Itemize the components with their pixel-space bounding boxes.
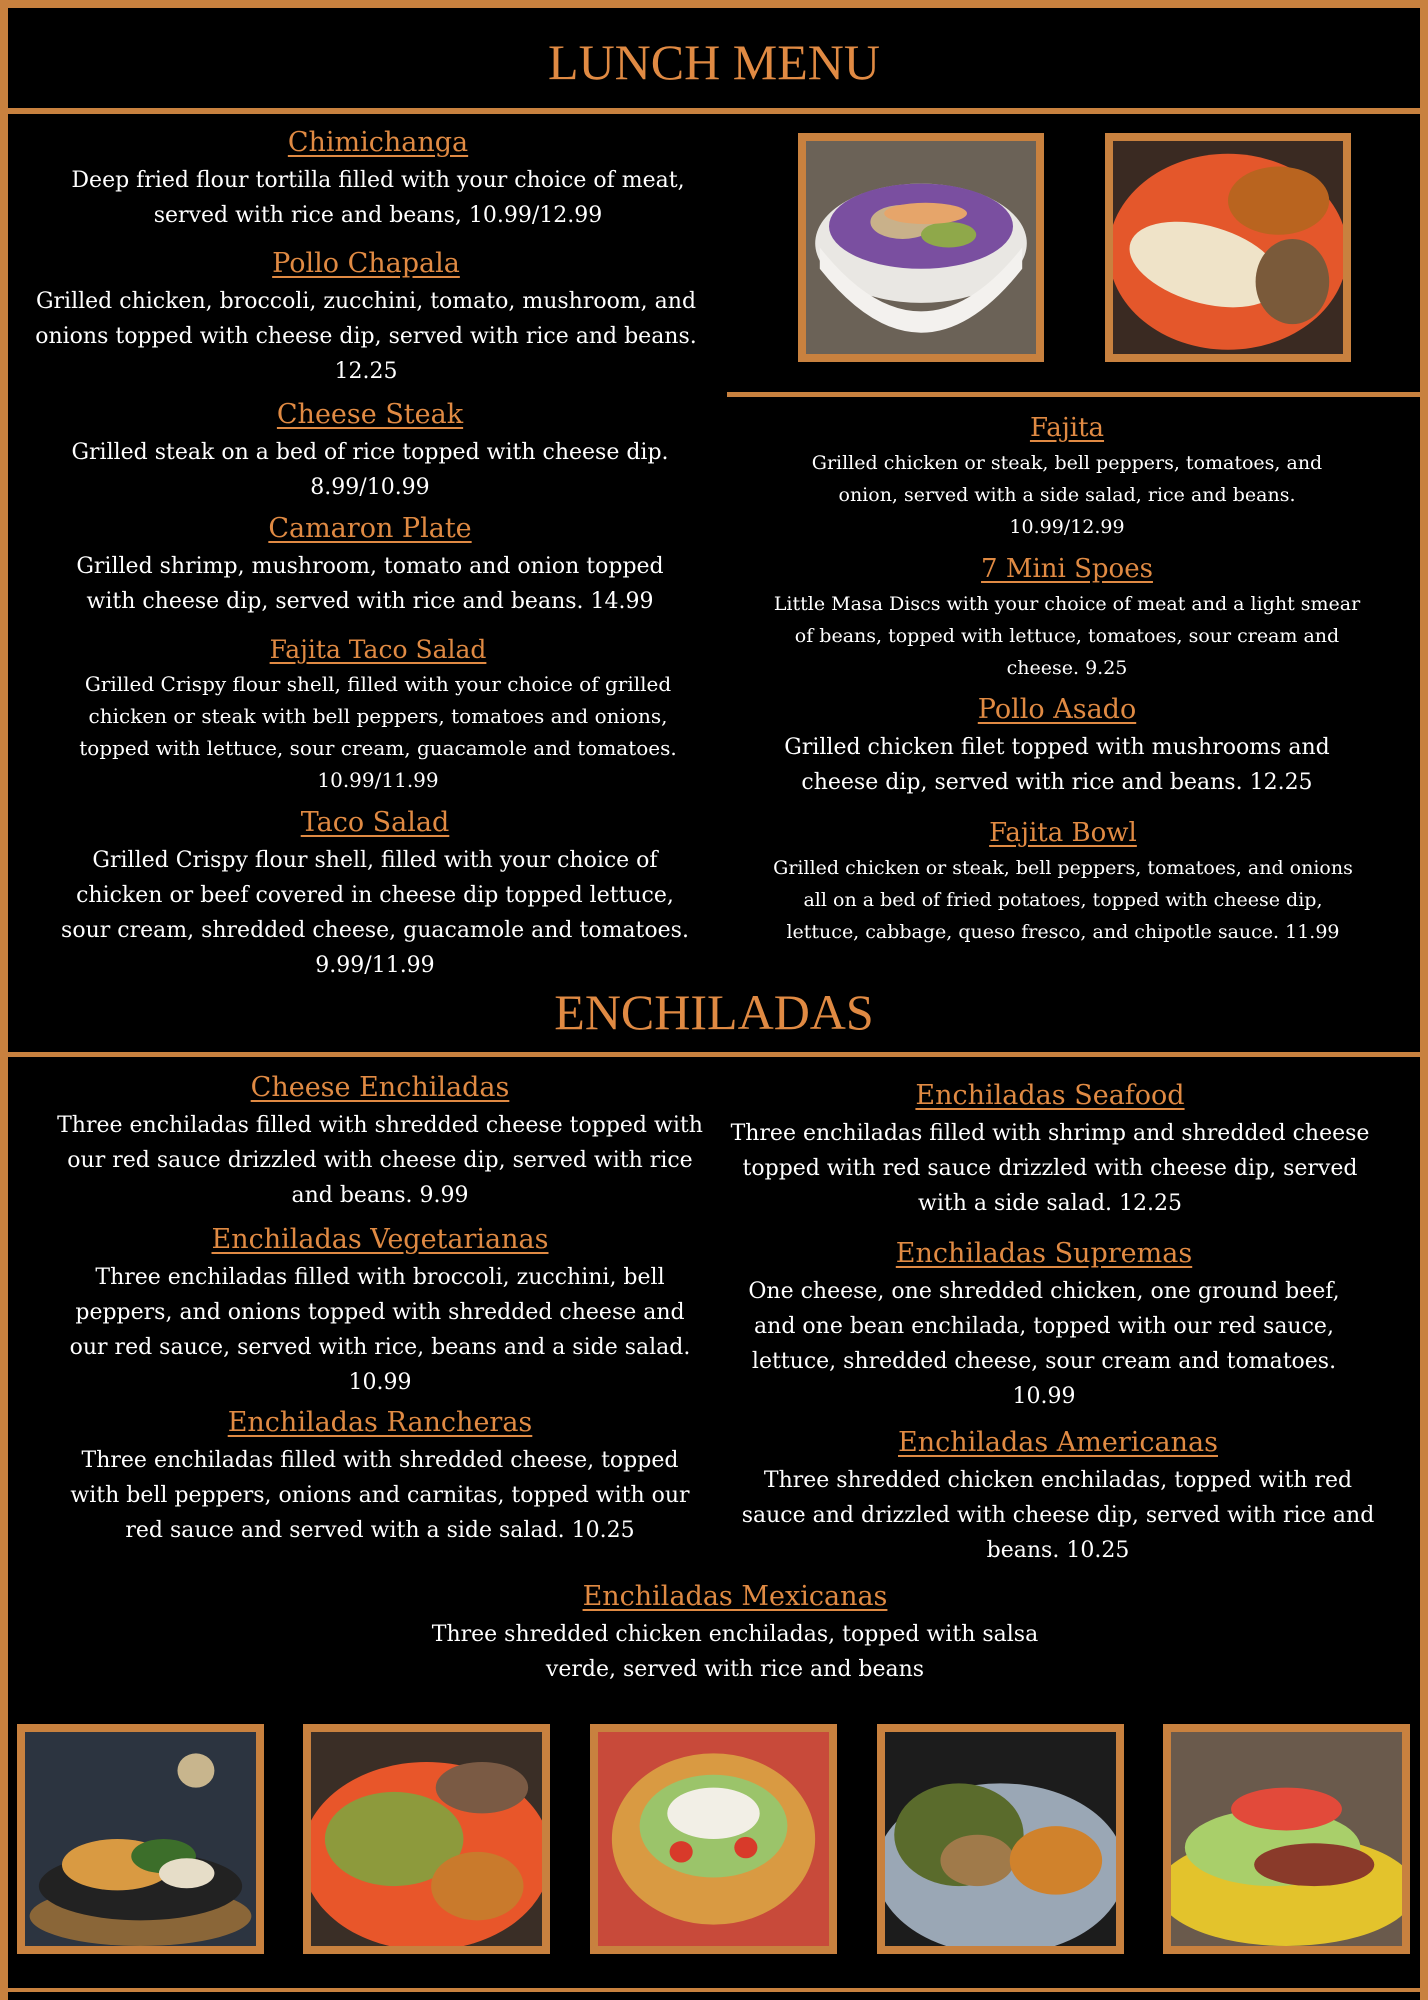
enchilada-item-seafood (730, 1076, 1370, 1221)
photo-enchiladas-verde (303, 1724, 550, 1954)
lunch-item-camaron-plate (30, 509, 710, 619)
item-name: Fajita Taco Salad (269, 635, 487, 664)
item-description: Three enchiladas filled with shredded cheese, topped with bell peppers, onions and carnitas, topped with our red sauce and served with a side salad. 10.25 (70, 1448, 690, 1543)
lunch-item-chimichanga (42, 123, 714, 233)
bottom-divider (0, 1988, 1428, 1992)
lunch-item-pollo-chapala (30, 244, 702, 389)
item-description: Deep fried flour tortilla filled with your choice of meat, served with rice and beans, 10.99/12.99 (71, 168, 685, 228)
item-description: Grilled Crispy flour shell, filled with your choice of chicken or beef covered in cheese dip topped lettuce, sour cream, shredded cheese, guacamole and tomatoes. 9.99/11.99 (61, 848, 689, 978)
item-name: Pollo Chapala (272, 248, 460, 279)
item-description: Little Masa Discs with your choice of meat and a light smear of beans, topped with lettuce, tomatoes, sour cream and cheese. 9.25 (773, 593, 1361, 679)
item-name: Enchiladas Americanas (898, 1427, 1218, 1458)
item-description: Grilled chicken or steak, bell peppers, tomatoes, and onions all on a bed of fried potatoes, topped with cheese dip, lettuce, cabbage, queso fresco, and chipotle sauce. 11.99 (773, 857, 1353, 943)
lunch-item-cheese-steak (30, 395, 710, 505)
item-description: Three enchiladas filled with shredded cheese topped with our red sauce drizzled with cheese dip, served with rice and beans. 9.99 (57, 1113, 703, 1208)
item-name: Cheese Steak (276, 399, 464, 430)
lunch-item-fajita (772, 409, 1362, 543)
item-description: Grilled chicken filet topped with mushrooms and cheese dip, served with rice and beans. 12.25 (784, 735, 1330, 795)
title-divider (0, 108, 1428, 114)
enchilada-item-vegetarianas (40, 1220, 720, 1400)
item-name: Cheese Enchiladas (250, 1072, 510, 1103)
lunch-item-7-mini-spoes (772, 550, 1362, 684)
item-name: 7 Mini Spoes (981, 554, 1153, 584)
photo-enchiladas-plate (1163, 1724, 1410, 1954)
photo-taco-salad (590, 1724, 837, 1954)
enchilada-item-americanas (730, 1423, 1386, 1568)
item-name: Fajita Bowl (989, 818, 1137, 848)
item-name: Enchiladas Mexicanas (582, 1581, 888, 1612)
item-name: Chimichanga (287, 127, 469, 158)
item-description: Grilled chicken or steak, bell peppers, tomatoes, and onion, served with a side salad, rice and beans. 10.99/12.99 (811, 452, 1323, 538)
item-name: Camaron Plate (268, 513, 472, 544)
item-description: Grilled steak on a bed of rice topped with cheese dip. 8.99/10.99 (71, 440, 669, 500)
item-description: Grilled Crispy flour shell, filled with your choice of grilled chicken or steak with bell peppers, tomatoes and onions, topped with lettuce, sour cream, guacamole and tomatoes. 10.99/11.99 (79, 672, 677, 792)
item-name: Pollo Asado (977, 694, 1137, 725)
item-name: Enchiladas Vegetarianas (211, 1224, 549, 1255)
enchiladas-divider (0, 1052, 1428, 1057)
photo-salad-bowl (798, 133, 1044, 362)
item-name: Enchiladas Seafood (915, 1080, 1185, 1111)
item-description: Grilled chicken, broccoli, zucchini, tomato, mushroom, and onions topped with cheese dip, served with rice and beans. 12.25 (35, 289, 697, 384)
item-name: Enchiladas Rancheras (227, 1407, 533, 1438)
item-name: Fajita (1029, 413, 1105, 443)
enchiladas-title: ENCHILADAS (554, 984, 874, 1040)
item-description: Three shredded chicken enchiladas, topped with salsa verde, served with rice and beans (431, 1622, 1039, 1682)
photo-fajita-skillet (17, 1724, 264, 1954)
photo-chimichanga-plate (1105, 133, 1351, 362)
lunch-menu-title: LUNCH MENU (548, 34, 880, 90)
lunch-item-taco-salad (40, 803, 710, 983)
item-name: Taco Salad (300, 807, 450, 838)
enchilada-item-cheese (40, 1068, 720, 1213)
item-name: Enchiladas Supremas (895, 1238, 1193, 1269)
item-description: Three enchiladas filled with broccoli, zucchini, bell peppers, and onions topped with shredded cheese and our red sauce, served with rice, beans and a side salad. 10.99 (69, 1265, 691, 1395)
item-description: Grilled shrimp, mushroom, tomato and onion topped with cheese dip, served with rice and beans. 14.99 (76, 554, 664, 614)
item-description: Three enchiladas filled with shrimp and shredded cheese topped with red sauce drizzled with cheese dip, served with a side salad. 12.25 (730, 1121, 1370, 1216)
enchilada-item-mexicanas (420, 1577, 1050, 1687)
photo-fajita-plate (877, 1724, 1124, 1954)
enchilada-item-rancheras (40, 1403, 720, 1548)
item-description: One cheese, one shredded chicken, one ground beef, and one bean enchilada, topped with our red sauce, lettuce, shredded cheese, sour cream and tomatoes. 10.99 (748, 1279, 1340, 1409)
item-description: Three shredded chicken enchiladas, topped with red sauce and drizzled with cheese dip, served with rice and beans. 10.25 (741, 1468, 1375, 1563)
lunch-item-pollo-asado (762, 690, 1352, 800)
lunch-item-fajita-taco-salad (40, 632, 716, 796)
right-column-divider (727, 392, 1428, 397)
enchilada-item-supremas (724, 1234, 1364, 1414)
lunch-item-fajita-bowl (768, 814, 1358, 948)
